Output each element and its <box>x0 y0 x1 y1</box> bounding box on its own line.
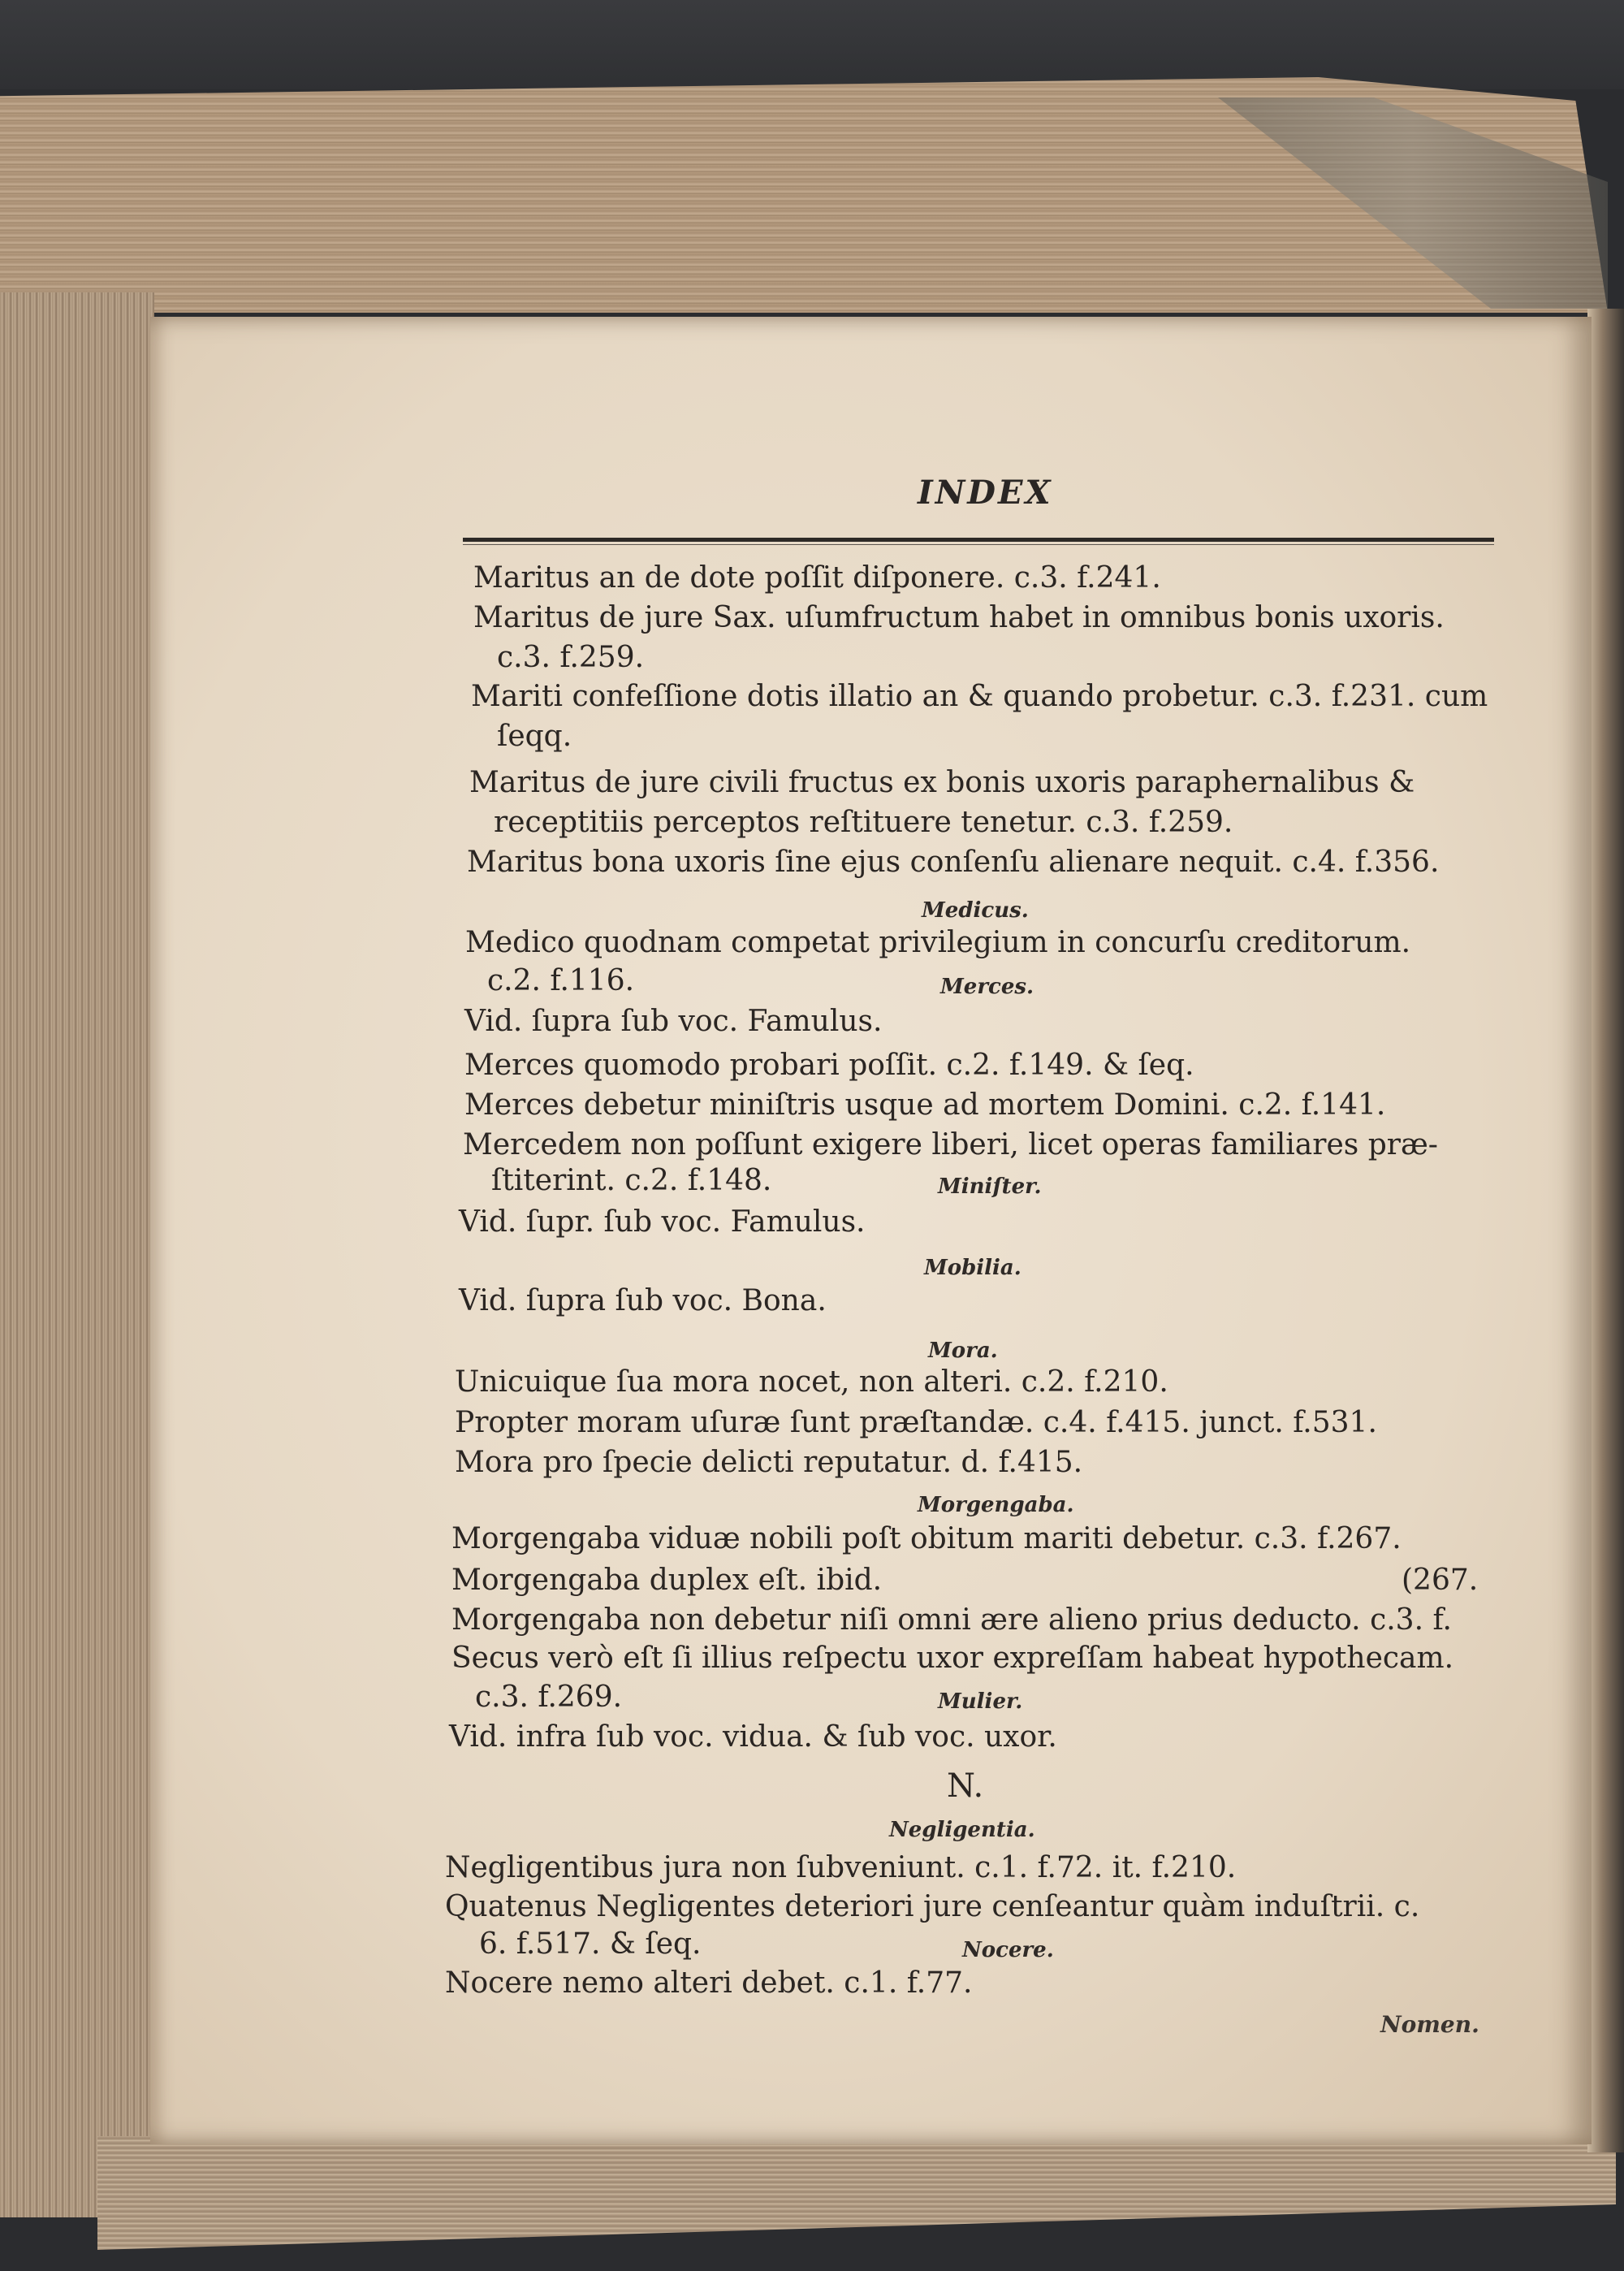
index-entry: Negligentibus jura non ſubveniunt. c.1. f.72. it. f.210. <box>445 1851 1237 1884</box>
page-stack-bottom <box>97 2136 1616 2250</box>
index-entry: Vid. ſupra ſub voc. Bona. <box>459 1284 827 1317</box>
index-entry: Mercedem non poſſunt exigere liberi, licet operas familiares præ- <box>463 1128 1438 1161</box>
book-gutter-right <box>1587 309 1624 2152</box>
section-heading: Merces. <box>940 975 1034 999</box>
index-entry: Merces quomodo probari poſſit. c.2. f.149. & ſeq. <box>464 1049 1194 1082</box>
index-entry: Quatenus Negligentes deteriori jure cenſeantur quàm induſtrii. c. <box>445 1890 1420 1923</box>
index-entry-continuation: (267. <box>1402 1564 1479 1597</box>
index-entry: Maritus de jure civili fructus ex bonis uxoris paraphernalibus & <box>469 766 1415 799</box>
index-entry: Maritus an de dote poſſit diſponere. c.3. f.241. <box>473 561 1161 595</box>
letter-heading: N. <box>947 1767 984 1805</box>
section-heading: Morgengaba. <box>918 1493 1074 1517</box>
section-heading: Nocere. <box>962 1938 1054 1962</box>
index-entry: Propter moram uſuræ ſunt præſtandæ. c.4. f.415. junct. f.531. <box>455 1406 1377 1439</box>
index-entry: Medico quodnam competat privilegium in concurſu creditorum. <box>465 926 1411 959</box>
catchword: Nomen. <box>1380 2011 1479 2038</box>
index-entry: Morgengaba viduæ nobili poſt obitum mariti debetur. c.3. f.267. <box>451 1522 1402 1555</box>
index-entry: Unicuique ſua mora nocet, non alteri. c.2. f.210. <box>455 1365 1168 1399</box>
index-entry: Merces debetur miniſtris usque ad mortem Domini. c.2. f.141. <box>464 1088 1386 1122</box>
index-entry-continuation: c.2. f.116. <box>487 964 635 997</box>
index-entry-continuation: ſtiterint. c.2. f.148. <box>491 1164 772 1197</box>
index-entry: Vid. ſupr. ſub voc. Famulus. <box>459 1205 866 1239</box>
running-head: INDEX <box>918 474 1053 512</box>
index-entry: Nocere nemo alteri debet. c.1. f.77. <box>445 1966 973 2000</box>
index-entry-continuation: c.3. f.269. <box>475 1681 623 1714</box>
page-stack-left <box>0 292 154 2217</box>
index-entry: Vid. ſupra ſub voc. Famulus. <box>464 1005 883 1038</box>
section-heading: Mora. <box>928 1339 998 1363</box>
section-heading: Miniſter. <box>938 1174 1042 1199</box>
dark-background <box>0 0 1624 89</box>
index-entry: Mora pro ſpecie delicti reputatur. d. f.415. <box>455 1446 1083 1479</box>
index-entry: Morgengaba non debetur niſi omni ære alieno prius deducto. c.3. f. <box>451 1603 1452 1637</box>
index-entry: Vid. infra ſub voc. vidua. & ſub voc. uxor. <box>449 1720 1057 1754</box>
section-heading: Mobilia. <box>924 1256 1021 1280</box>
index-entry: Secus verò eſt ſi illius reſpectu uxor expreſſam habeat hypothecam. <box>451 1642 1454 1675</box>
index-entry-continuation: receptitiis perceptos reſtituere tenetur. c.3. f.259. <box>494 806 1233 839</box>
section-heading: Mulier. <box>938 1689 1023 1714</box>
section-heading: Negligentia. <box>889 1818 1035 1842</box>
index-entry-continuation: c.3. f.259. <box>497 641 645 674</box>
section-heading: Medicus. <box>922 898 1029 923</box>
index-entry-continuation: ſeqq. <box>497 720 572 753</box>
index-entry: Maritus de jure Sax. uſumfructum habet in omnibus bonis uxoris. <box>473 601 1445 634</box>
index-entry: Mariti confeſſione dotis illatio an & quando probetur. c.3. f.231. cum <box>471 680 1488 713</box>
index-entry: Morgengaba duplex eſt. ibid. <box>451 1564 883 1597</box>
index-entry-continuation: 6. f.517. & ſeq. <box>479 1927 702 1961</box>
header-rule-thin <box>463 544 1494 545</box>
index-entry: Maritus bona uxoris ſine ejus conſenſu alienare nequit. c.4. f.356. <box>467 846 1440 879</box>
header-rule <box>463 538 1494 542</box>
